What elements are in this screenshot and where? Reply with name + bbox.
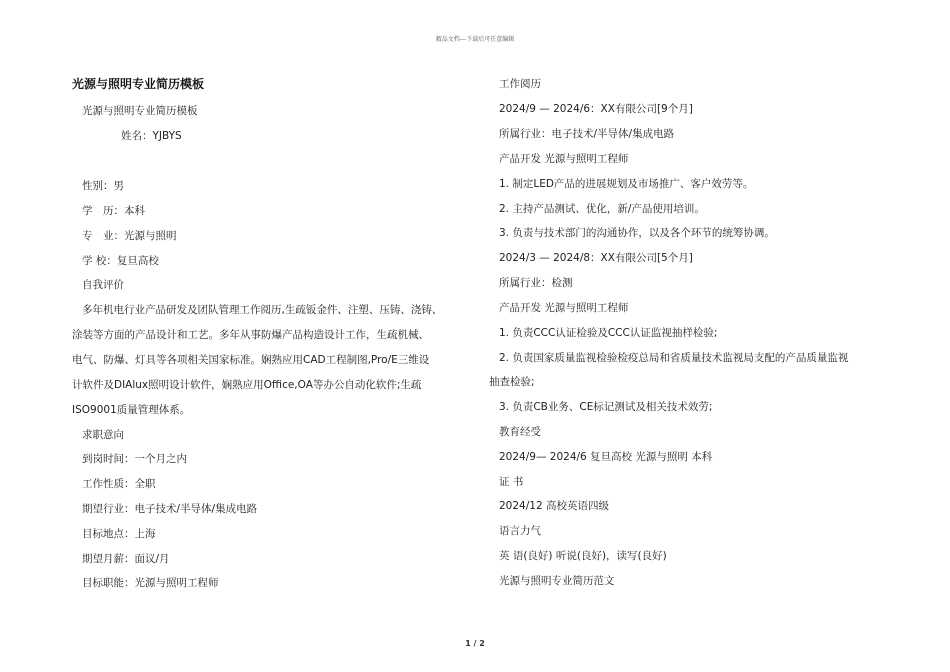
page-number: 1 / 2 (465, 639, 485, 648)
section-self-evaluation: 自我评价 (82, 279, 124, 291)
position-2: 产品开发 光源与照明工程师 (499, 302, 629, 314)
paragraph-line: ISO9001质量管理体系。 (72, 404, 191, 416)
subtitle: 光源与照明专业简历模板 (82, 105, 198, 117)
certificate-entry: 2024/12 高校英语四级 (499, 500, 609, 512)
paragraph-line: 涂装等方面的产品设计和工艺。多年从事防爆产品构造设计工作，生疏机械、 (72, 329, 429, 341)
duty-item: 2. 负责国家质量监视检验检疫总局和省质量技术监视局支配的产品质量监视 (499, 352, 849, 364)
job-type: 工作性质：全职 (82, 478, 156, 490)
duty-item: 1. 制定LED产品的进展规划及市场推广、客户效劳等。 (499, 178, 754, 190)
duty-item-continued: 抽查检验; (489, 376, 535, 388)
duty-item: 2. 主持产品测试、优化，新/产品使用培训。 (499, 203, 705, 215)
expected-salary: 期望月薪：面议/月 (82, 553, 170, 565)
job-period-1: 2024/9 — 2024/6：XX有限公司[9个月] (499, 103, 693, 115)
document-title: 光源与照明专业简历模板 (72, 77, 205, 91)
position-1: 产品开发 光源与照明工程师 (499, 153, 629, 165)
major-line: 专 业：光源与照明 (82, 230, 177, 242)
duty-item: 3. 负责CB业务、CE标记测试及相关技术效劳; (499, 401, 713, 413)
section-certificates: 证 书 (499, 476, 524, 488)
target-function: 目标职能：光源与照明工程师 (82, 577, 219, 589)
industry-2: 所属行业：检测 (499, 277, 573, 289)
duty-item: 1. 负责CCC认证检验及CCC认证监视抽样检验; (499, 327, 718, 339)
resume-sample-heading: 光源与照明专业简历范文 (499, 575, 615, 587)
education-entry: 2024/9— 2024/6 复旦高校 光源与照明 本科 (499, 451, 713, 463)
paragraph-line: 电气、防爆、灯具等各项相关国家标准。娴熟应用CAD工程制图,Pro/E三维设 (72, 354, 430, 366)
school-line: 学 校：复旦高校 (82, 255, 159, 267)
target-location: 目标地点：上海 (82, 528, 156, 540)
expected-industry: 期望行业：电子技术/半导体/集成电路 (82, 503, 258, 515)
section-language: 语言力气 (499, 525, 541, 537)
page-header: 精品文档---下载后可任意编辑 (435, 36, 515, 43)
job-period-2: 2024/3 — 2024/8：XX有限公司[5个月] (499, 252, 693, 264)
section-work-experience: 工作阅历 (499, 78, 541, 90)
section-job-intention: 求职意向 (82, 429, 124, 441)
paragraph-line: 计软件及DIAlux照明设计软件，娴熟应用Office,OA等办公自动化软件;生疏 (72, 379, 422, 391)
duty-item: 3. 负责与技术部门的沟通协作，以及各个环节的统筹协调。 (499, 227, 775, 239)
section-education: 教育经受 (499, 426, 541, 438)
paragraph-line: 多年机电行业产品研发及团队管理工作阅历,生疏钣金件、注塑、压铸、浇铸、 (82, 304, 443, 316)
language-entry: 英 语(良好) 听说(良好)，读写(良好) (499, 550, 667, 562)
name-line: 姓名：YJBYS (121, 130, 182, 142)
arrival-time: 到岗时间：一个月之内 (82, 453, 187, 465)
industry-1: 所属行业：电子技术/半导体/集成电路 (499, 128, 675, 140)
education-line: 学 历：本科 (82, 205, 145, 217)
gender-line: 性别：男 (82, 180, 124, 192)
